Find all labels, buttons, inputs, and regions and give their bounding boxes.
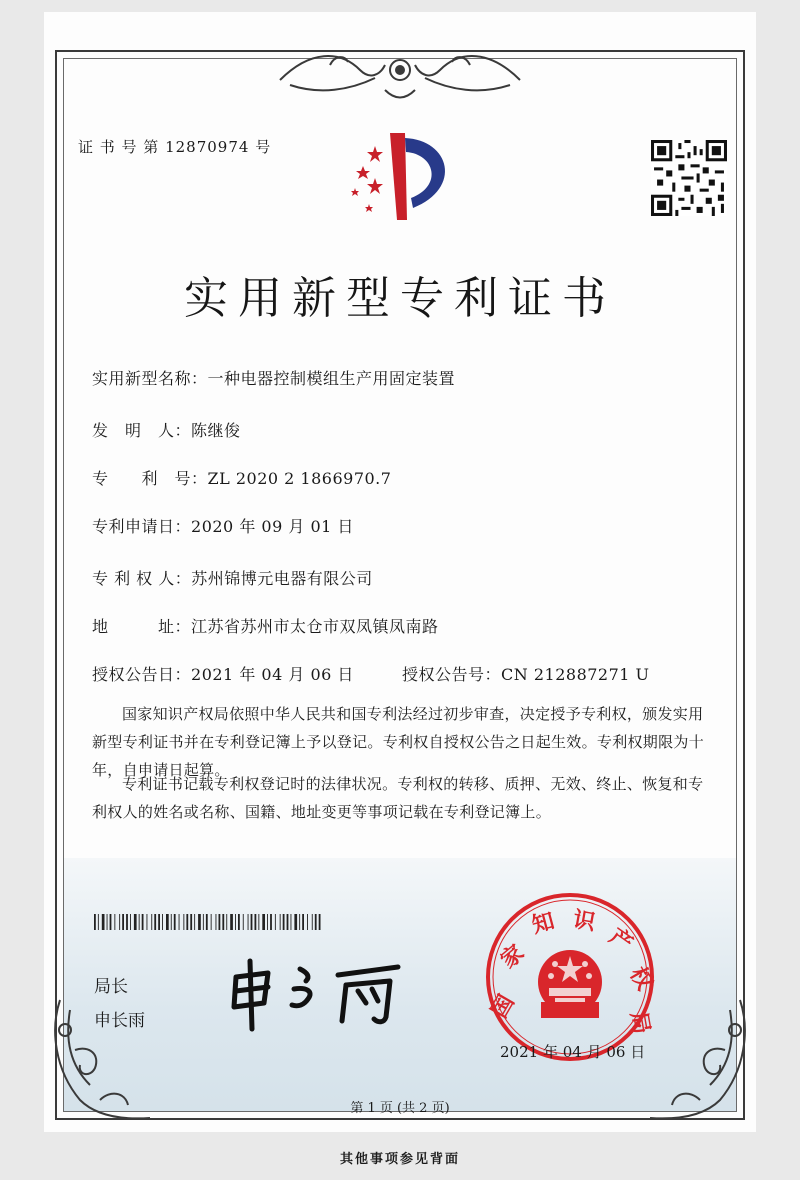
utility-model-name-row bbox=[92, 366, 455, 389]
filing-date-row bbox=[92, 514, 354, 537]
svg-text:权: 权 bbox=[624, 962, 657, 995]
address-value: 江苏省苏州市太仓市双凤镇凤南路 bbox=[191, 617, 439, 636]
svg-text:知: 知 bbox=[529, 908, 558, 939]
utility-model-name-label: 实用新型名称： bbox=[92, 369, 208, 388]
svg-text:识: 识 bbox=[571, 907, 598, 936]
svg-text:国: 国 bbox=[487, 990, 520, 1023]
qr-code bbox=[651, 140, 727, 216]
barcode bbox=[94, 914, 322, 930]
certificate-number: 证 书 号 第 12870974 号 bbox=[78, 138, 272, 156]
official-seal bbox=[483, 890, 657, 1064]
patentee-row bbox=[92, 566, 373, 589]
inventor-label: 发 明 人： bbox=[92, 421, 192, 440]
grant-number-row bbox=[402, 662, 650, 685]
address-label: 地 址： bbox=[92, 617, 192, 636]
legal-paragraph-1: 国家知识产权局依照中华人民共和国专利法经过初步审查，决定授予专利权，颁发实用新型专利证书并在专利登记簿上予以登记。专利权自授权公告之日起生效。专利权期限为十年，自申请日起算。 bbox=[92, 705, 705, 779]
patent-number-row bbox=[92, 466, 391, 489]
grant-number-value: CN 212887271 U bbox=[501, 665, 650, 684]
grant-date-label: 授权公告日： bbox=[92, 665, 192, 684]
svg-text:产: 产 bbox=[604, 924, 637, 958]
director-title: 局长 bbox=[94, 977, 128, 997]
grant-number-label: 授权公告号： bbox=[402, 665, 502, 684]
inventor-value: 陈继俊 bbox=[191, 421, 241, 440]
top-ornament bbox=[270, 40, 530, 110]
inventor-row bbox=[92, 418, 241, 441]
patent-number-value: ZL 2020 2 1866970.7 bbox=[207, 469, 392, 488]
patent-number-label: 专 利 号： bbox=[92, 469, 208, 488]
certificate-title: 实用新型专利证书 bbox=[184, 273, 616, 324]
legal-paragraph-2: 专利证书记载专利权登记时的法律状况。专利权的转移、质押、无效、终止、恢复和专利权人的姓名或名称、国籍、地址变更等事项记载在专利登记簿上。 bbox=[92, 775, 704, 821]
svg-text:家: 家 bbox=[496, 940, 530, 974]
director-name: 申长雨 bbox=[94, 1011, 145, 1031]
address-row bbox=[92, 614, 439, 637]
filing-date-value: 2020 年 09 月 01 日 bbox=[191, 517, 354, 536]
patentee-label: 专 利 权 人： bbox=[92, 569, 192, 588]
grant-date-value: 2021 年 04 月 06 日 bbox=[191, 665, 354, 684]
director-signature bbox=[228, 955, 408, 1035]
seal-date: 2021 年 04 月 06 日 bbox=[500, 1043, 646, 1061]
utility-model-name-value: 一种电器控制模组生产用固定装置 bbox=[207, 369, 456, 388]
page-number: 第 1 页 (共 2 页) bbox=[350, 1101, 450, 1116]
filing-date-label: 专利申请日： bbox=[92, 517, 192, 536]
patentee-value: 苏州锦博元电器有限公司 bbox=[191, 569, 373, 588]
svg-text:局: 局 bbox=[625, 1009, 654, 1036]
grant-date-row bbox=[92, 662, 354, 685]
footer-note: 其他事项参见背面 bbox=[339, 1152, 460, 1167]
cnipa-logo bbox=[335, 128, 465, 228]
